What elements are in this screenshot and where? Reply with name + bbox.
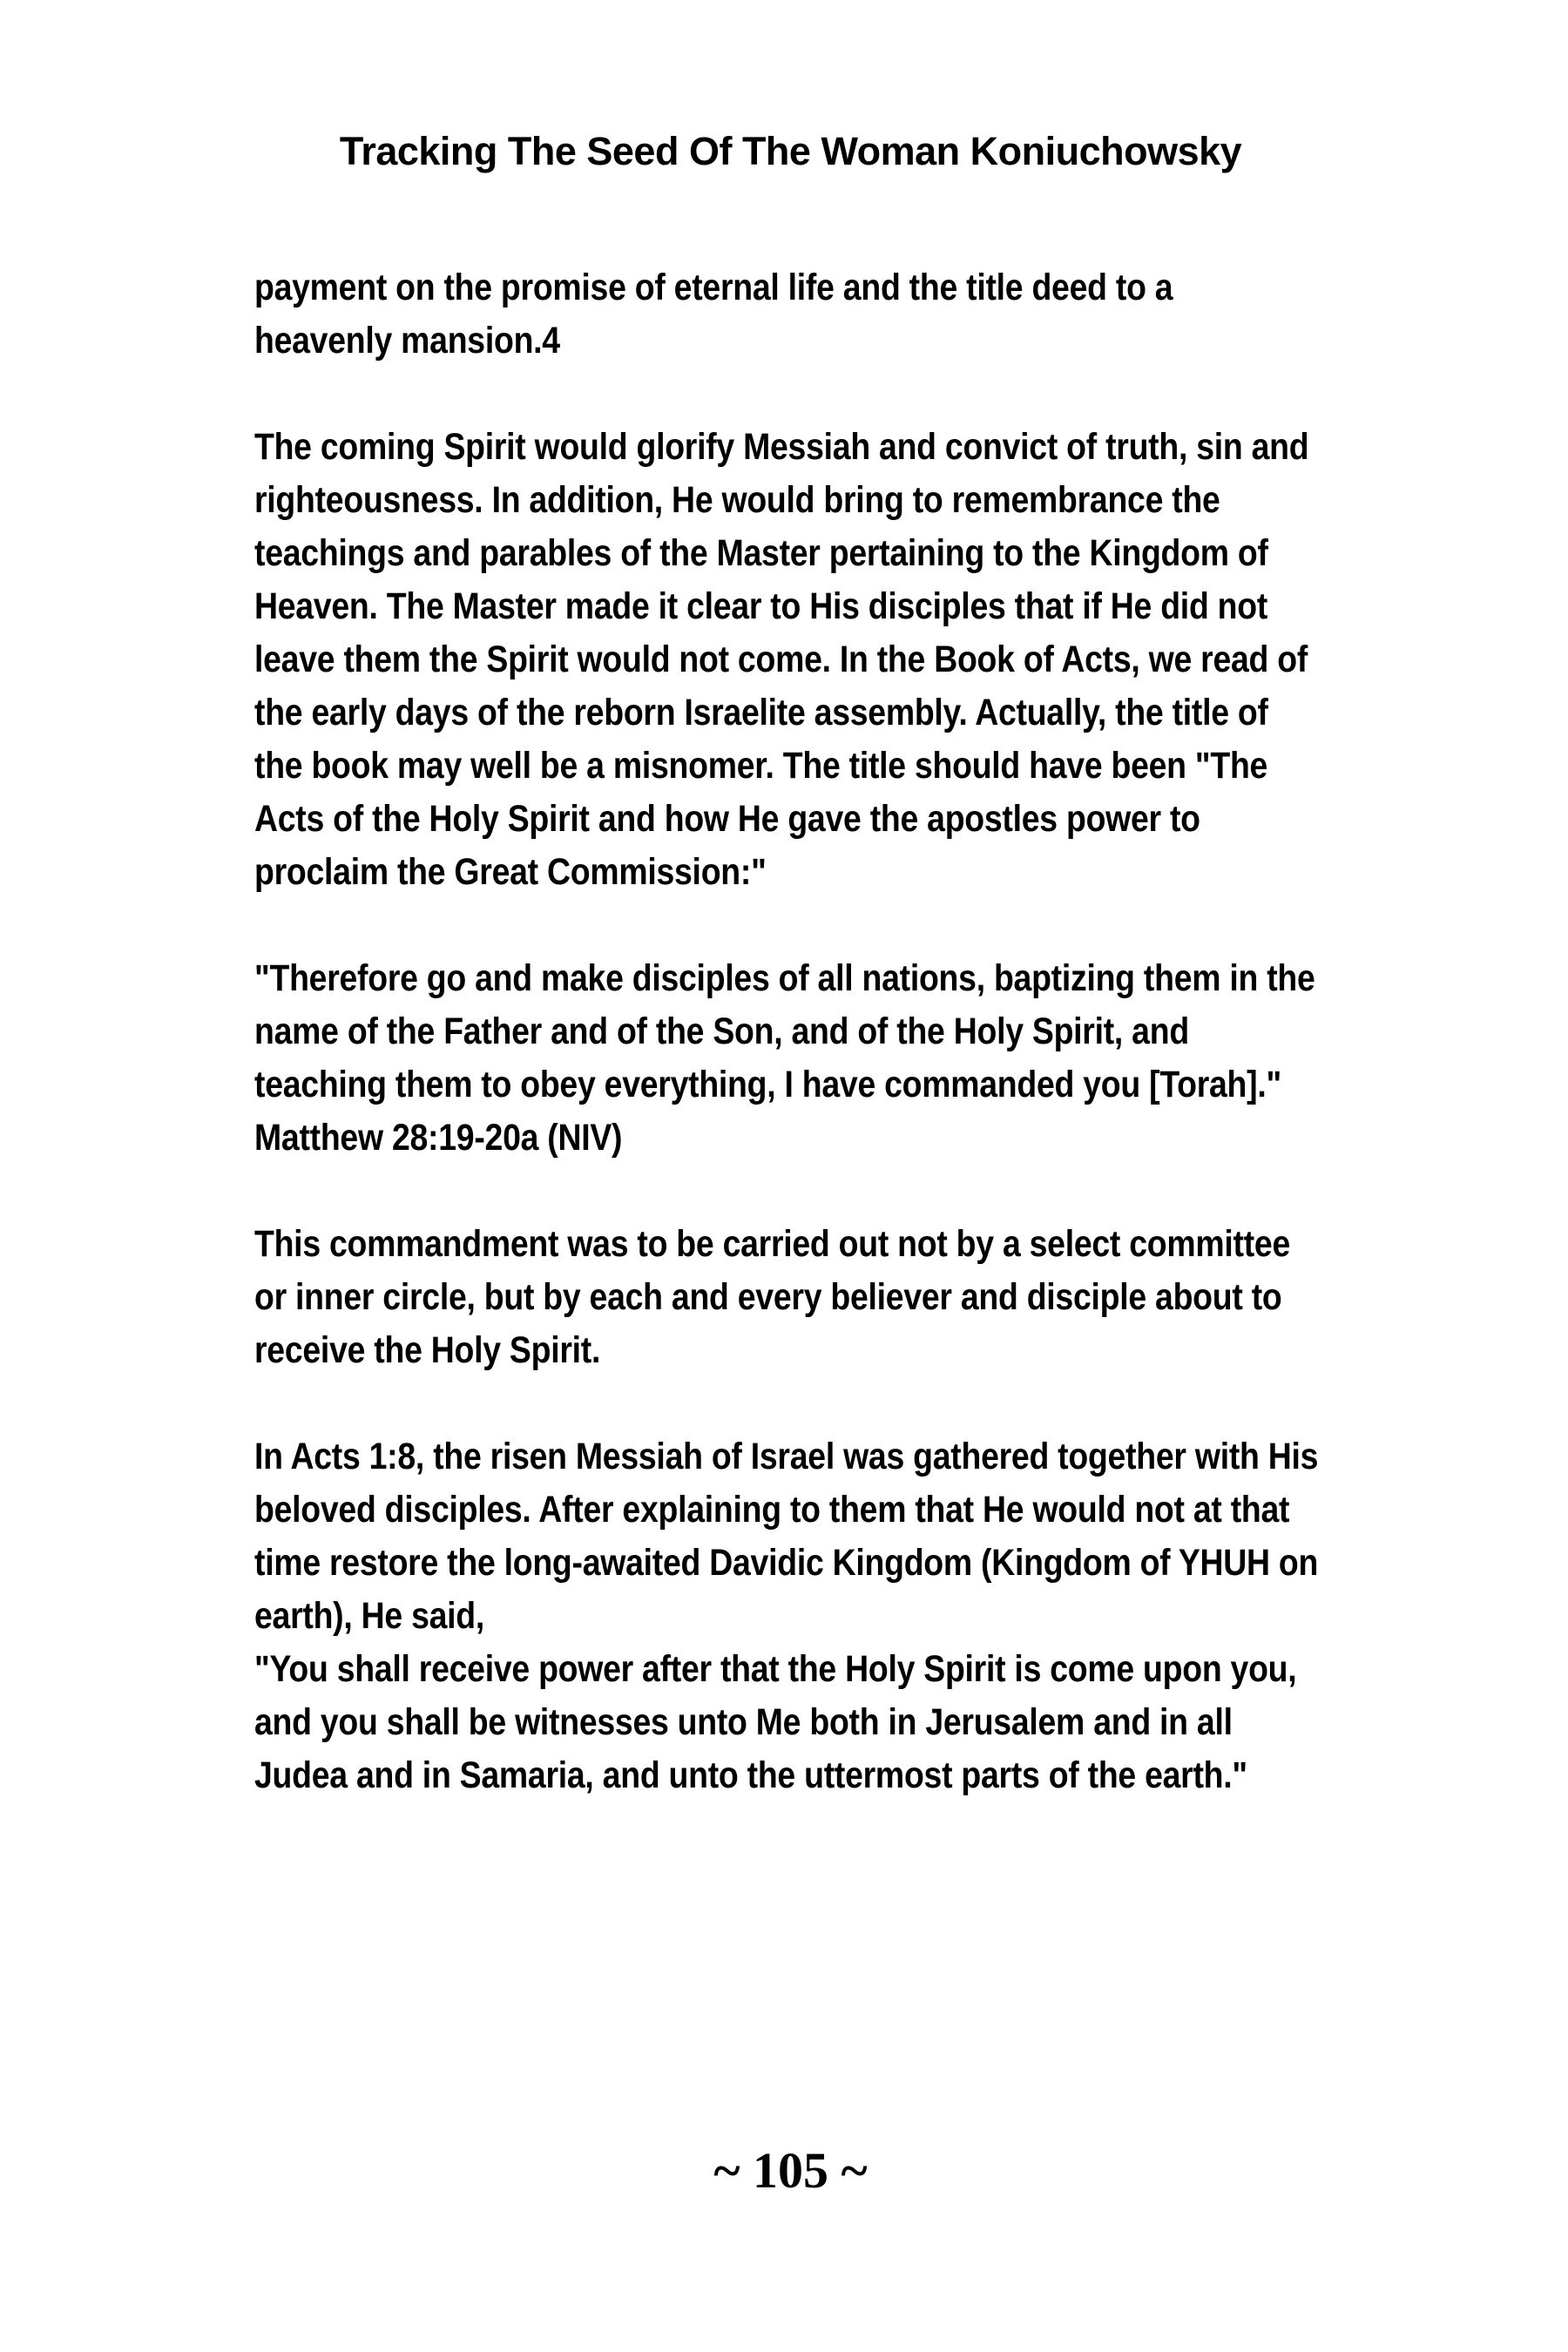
paragraph: In Acts 1:8, the risen Messiah of Israel was gathered together with His beloved disciples. After explaining to them that He would not at that time restore the long-awaited Davidic Kingdom (Kingdom of YHUH on earth), He said, <box>254 1436 1319 1637</box>
paragraph: payment on the promise of eternal life and the title deed to a heavenly mansion.4 <box>254 267 1173 362</box>
body-text <box>254 261 1319 1802</box>
page-number: ~ 105 ~ <box>713 2142 868 2199</box>
paragraph: "Therefore go and make disciples of all nations, baptizing them in the name of the Father and of the Son, and of the Holy Spirit, and teaching them to obey everything, I have commanded you [Torah]." Matthew 28:19-20a (NIV) <box>254 957 1315 1159</box>
paragraph: This commandment was to be carried out not by a select committee or inner circle, but by each and every believer and disciple about to receive the Holy Spirit. <box>254 1223 1291 1371</box>
page-title: Tracking The Seed Of The Woman Koniuchowsky <box>339 129 1242 173</box>
paragraph: "You shall receive power after that the Holy Spirit is come upon you, and you shall be witnesses unto Me both in Jerusalem and in all Judea and in Samaria, and unto the uttermost parts of the earth." <box>254 1648 1297 1796</box>
paragraph: The coming Spirit would glorify Messiah and convict of truth, sin and righteousness. In addition, He would bring to remembrance the teachings and parables of the Master pertaining to the Kingdom of Heaven. The Master made it clear to His disciples that if He did not leave them the Spirit would not come. In the Book of Acts, we read of the early days of the reborn Israelite assembly. Actually, the title of the book may well be a misnomer. The title should have been "The Acts of the Holy Spirit and how He gave the apostles power to proclaim the Great Commission:" <box>254 426 1309 893</box>
